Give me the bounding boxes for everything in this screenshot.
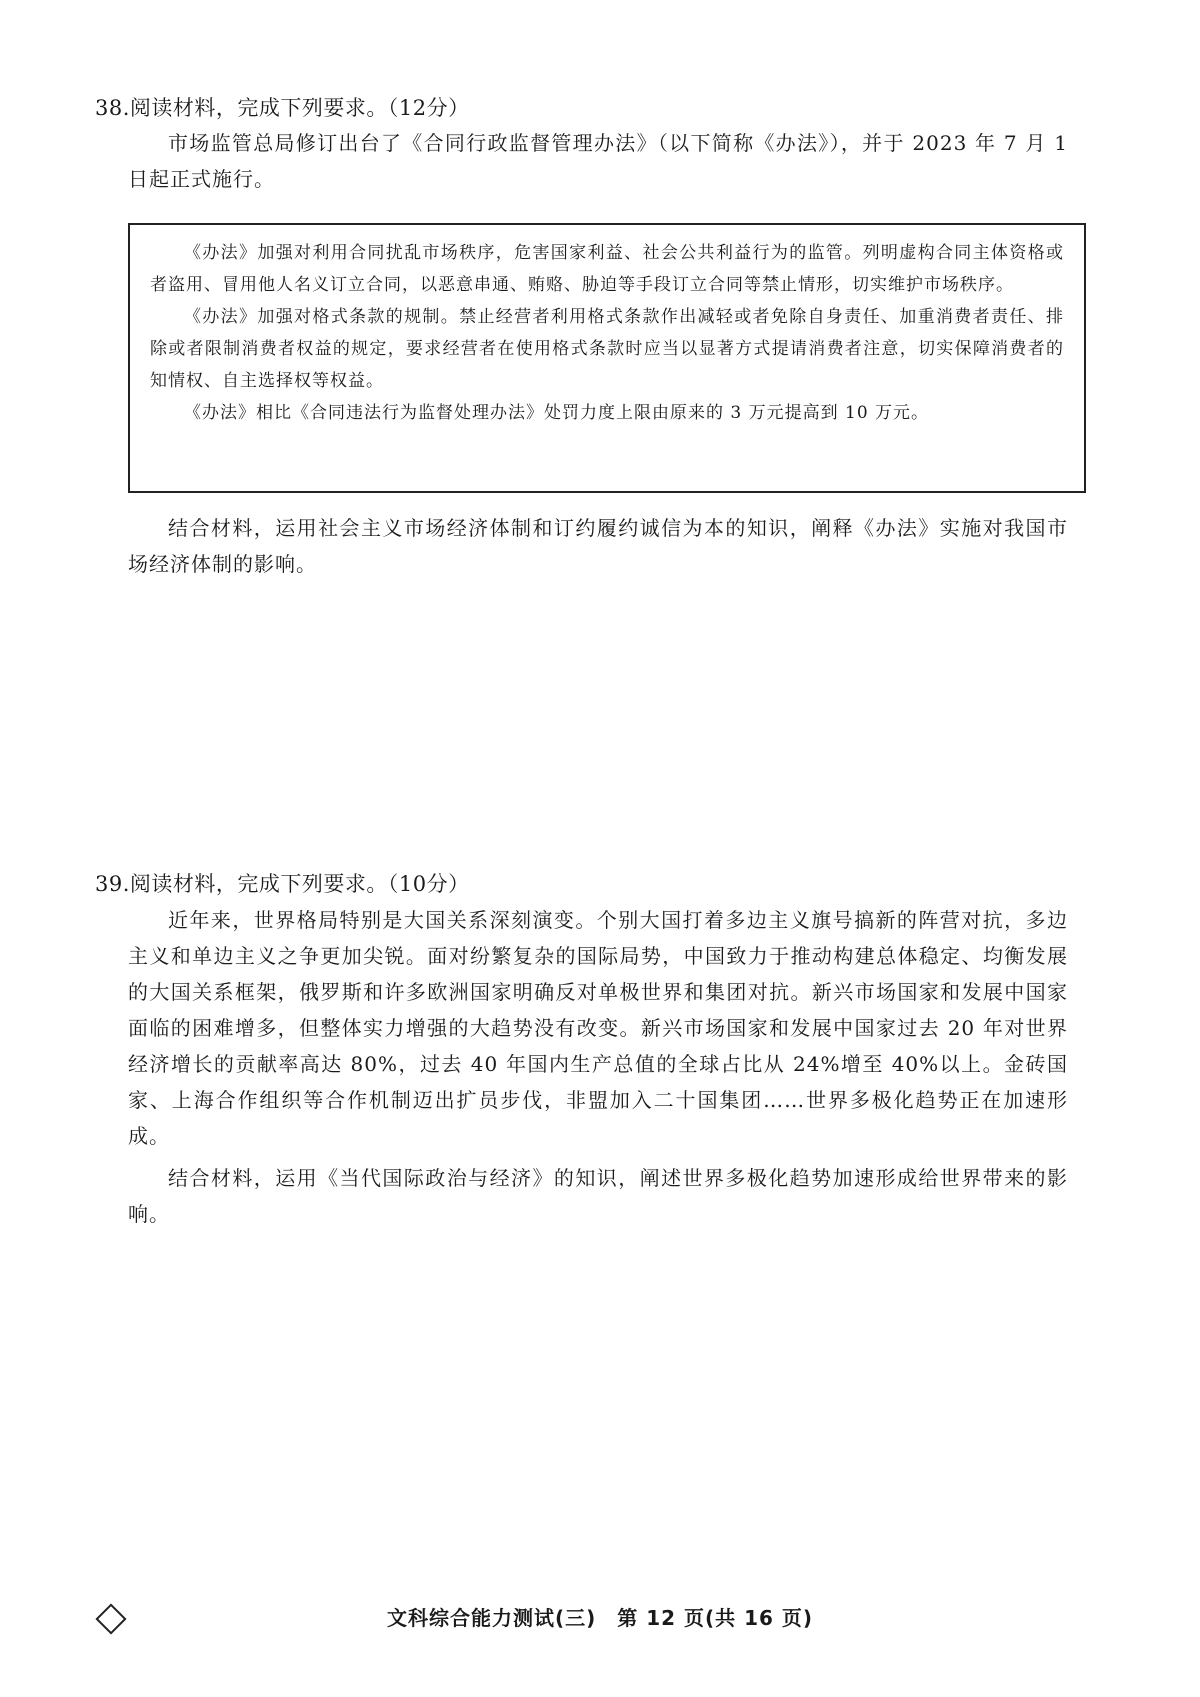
question-38-material-box [128, 223, 1086, 493]
question-39-heading: 39.阅读材料，完成下列要求。（10分） [95, 872, 470, 896]
question-38-intro: 市场监管总局修订出台了《合同行政监督管理办法》（以下简称《办法》），并于 2023 年 7 月 1 日起正式施行。 [128, 131, 1068, 191]
question-38-task: 结合材料，运用社会主义市场经济体制和订约履约诚信为本的知识，阐释《办法》实施对我国市场经济体制的影响。 [128, 516, 1068, 576]
question-38-heading: 38.阅读材料，完成下列要求。（12分） [95, 96, 470, 120]
material-paragraph-2: 《办法》加强对格式条款的规制。禁止经营者利用格式条款作出减轻或者免除自身责任、加重消费者责任、排除或者限制消费者权益的规定，要求经营者在使用格式条款时应当以显著方式提请消费者注意，切实保障消费者的知情权、自主选择权等权益。 [150, 307, 1064, 391]
question-39-task: 结合材料，运用《当代国际政治与经济》的知识，阐述世界多极化趋势加速形成给世界带来的影响。 [128, 1166, 1068, 1226]
page-footer: 文科综合能力测试(三) 第 12 页(共 16 页) [386, 1606, 814, 1630]
question-39-material: 近年来，世界格局特别是大国关系深刻演变。个别大国打着多边主义旗号搞新的阵营对抗，多边主义和单边主义之争更加尖锐。面对纷繁复杂的国际局势，中国致力于推动构建总体稳定、均衡发展的大国关系框架，俄罗斯和许多欧洲国家明确反对单极世界和集团对抗。新兴市场国家和发展中国家面临的困难增多，但整体实力增强的大趋势没有改变。新兴市场国家和发展中国家过去 20 年对世界经济增长的贡献率高达 80%，过去 40 年国内生产总值的全球占比从 24%增至 40%以上。金砖国家、上海合作组织等合作机制迈出扩员步伐，非盟加入二十国集团……世界多极化趋势正在加速形成。 [128, 908, 1068, 1148]
material-paragraph-1: 《办法》加强对利用合同扰乱市场秩序，危害国家利益、社会公共利益行为的监管。列明虚构合同主体资格或者盗用、冒用他人名义订立合同，以恶意串通、贿赂、胁迫等手段订立合同等禁止情形，切实维护市场秩序。 [150, 243, 1064, 295]
material-paragraph-3: 《办法》相比《合同违法行为监督处理办法》处罚力度上限由原来的 3 万元提高到 10 万元。 [184, 403, 930, 423]
